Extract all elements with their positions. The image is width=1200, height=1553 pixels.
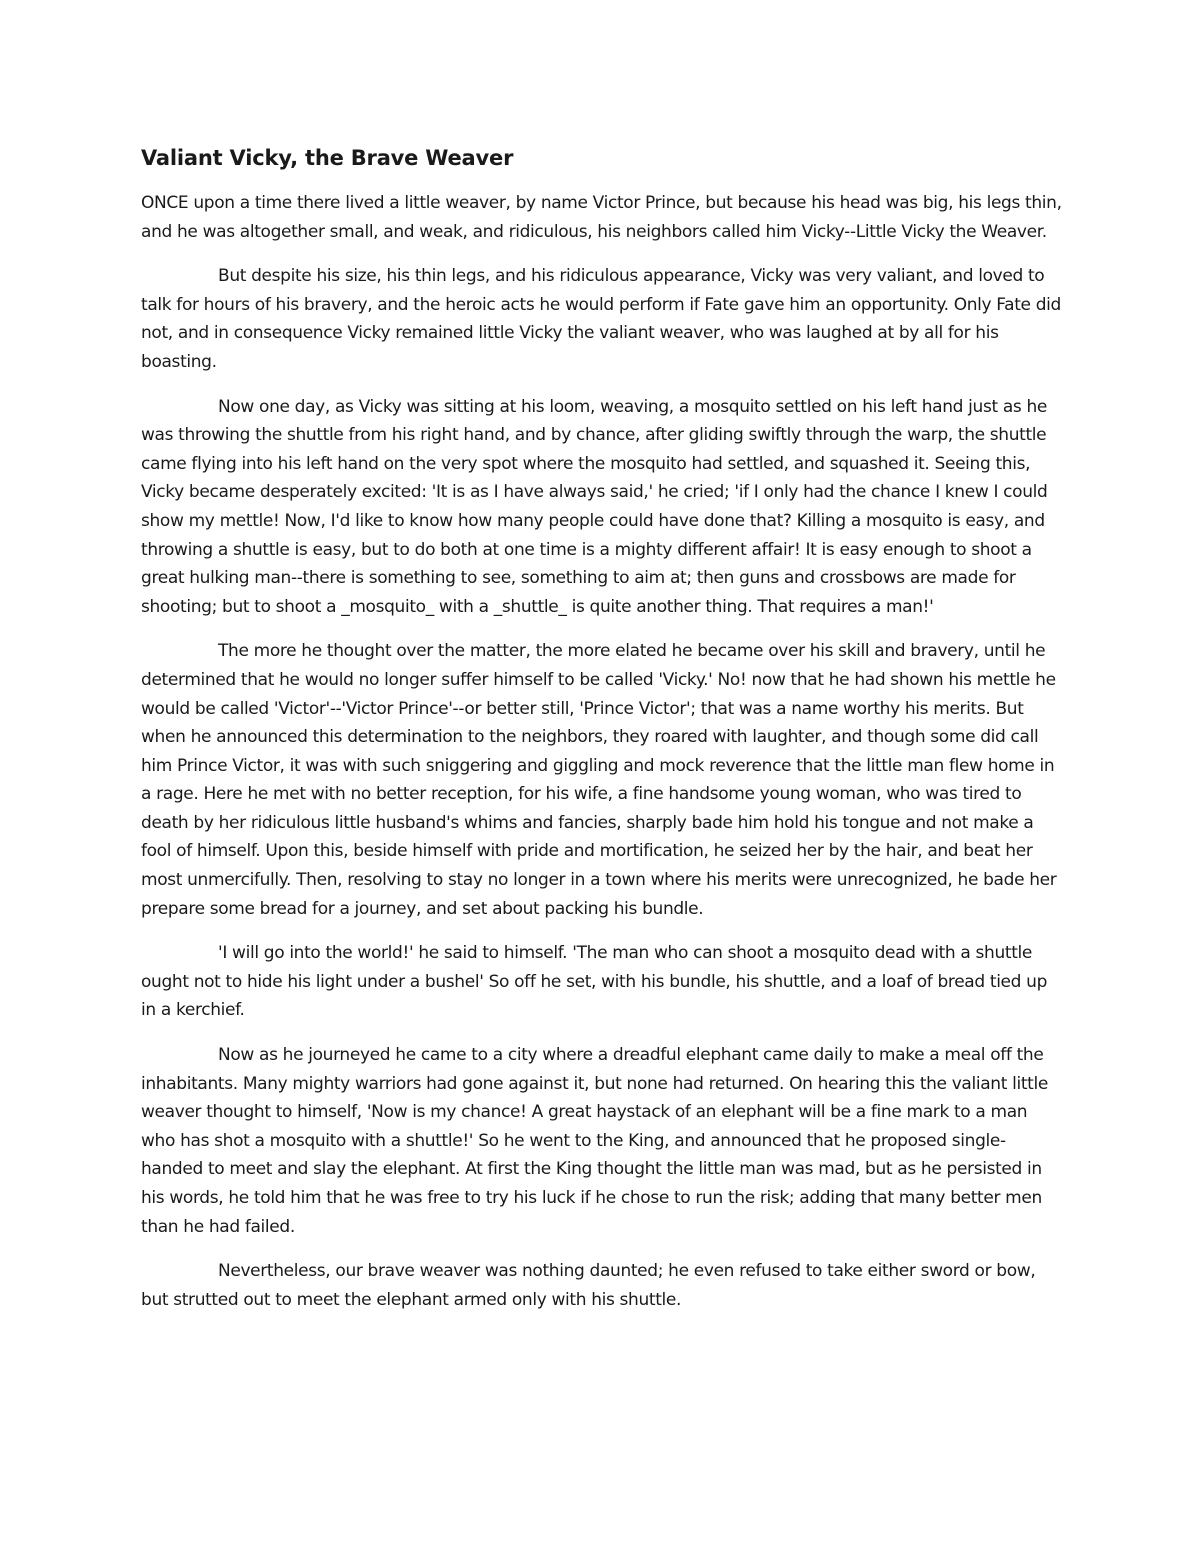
paragraph-5: 'I will go into the world!' he said to himself. 'The man who can shoot a mosquito dead with a shuttle ought not to hide his light under a bushel' So off he set, with his bundle, his shuttle, and a loaf of bread tied up in a kerchief.	[141, 943, 1048, 1021]
paragraph-4: The more he thought over the matter, the more elated he became over his skill and bravery, until he determined that he would no longer suffer himself to be called 'Vicky.' No! now that he had shown his mettle he would be called 'Victor'--'Victor Prince'--or better still, 'Prince Victor'; that was a name worthy his merits. But when he announced this determination to the neighbors, they roared with laughter, and though some did call him Prince Victor, it was with such sniggering and giggling and mock reverence that the little man flew home in a rage. Here he met with no better reception, for his wife, a fine handsome young woman, who was tired to death by her ridiculous little husband's whims and fancies, sharply bade him hold his tongue and not make a fool of himself. Upon this, beside himself with pride and mortification, he seized her by the hair, and beat her most unmercifully. Then, resolving to stay no longer in a town where his merits were unrecognized, he bade her prepare some bread for a journey, and set about packing his bundle.	[141, 641, 1057, 919]
paragraph-1: ONCE upon a time there lived a little weaver, by name Victor Prince, but because his head was big, his legs thin, and he was altogether small, and weak, and ridiculous, his neighbors called him Vicky--Little Vicky the Weaver.	[141, 193, 1062, 242]
paragraph-2: But despite his size, his thin legs, and his ridiculous appearance, Vicky was very valiant, and loved to talk for hours of his bravery, and the heroic acts he would perform if Fate gave him an opportunity. Only Fate did not, and in consequence Vicky remained little Vicky the valiant weaver, who was laughed at by all for his boasting.	[141, 266, 1061, 372]
paragraph-7: Nevertheless, our brave weaver was nothing daunted; he even refused to take either sword or bow, but strutted out to meet the elephant armed only with his shuttle.	[141, 1261, 1036, 1310]
paragraph-6: Now as he journeyed he came to a city where a dreadful elephant came daily to make a meal off the inhabitants. Many mighty warriors had gone against it, but none had returned. On hearing this the valiant little weaver thought to himself, 'Now is my chance! A great haystack of an elephant will be a fine mark to a man who has shot a mosquito with a shuttle!' So he went to the King, and announced that he proposed single-handed to meet and slay the elephant. At first the King thought the little man was mad, but as he persisted in his words, he told him that he was free to try his luck if he chose to run the risk; adding that many better men than he had failed.	[141, 1045, 1048, 1237]
document-title: Valiant Vicky, the Brave Weaver	[141, 146, 514, 170]
paragraph-3: Now one day, as Vicky was sitting at his loom, weaving, a mosquito settled on his left hand just as he was throwing the shuttle from his right hand, and by chance, after gliding swiftly through the warp, the shuttle came flying into his left hand on the very spot where the mosquito had settled, and squashed it. Seeing this, Vicky became desperately excited: 'It is as I have always said,' he cried; 'if I only had the chance I knew I could show my mettle! Now, I'd like to know how many people could have done that? Killing a mosquito is easy, and throwing a shuttle is easy, but to do both at one time is a mighty different affair! It is easy enough to shoot a great hulking man--there is something to see, something to aim at; then guns and crossbows are made for shooting; but to shoot a _mosquito_ with a _shuttle_ is quite another thing. That requires a man!'	[141, 396, 1048, 617]
document-body	[141, 140, 1066, 1330]
